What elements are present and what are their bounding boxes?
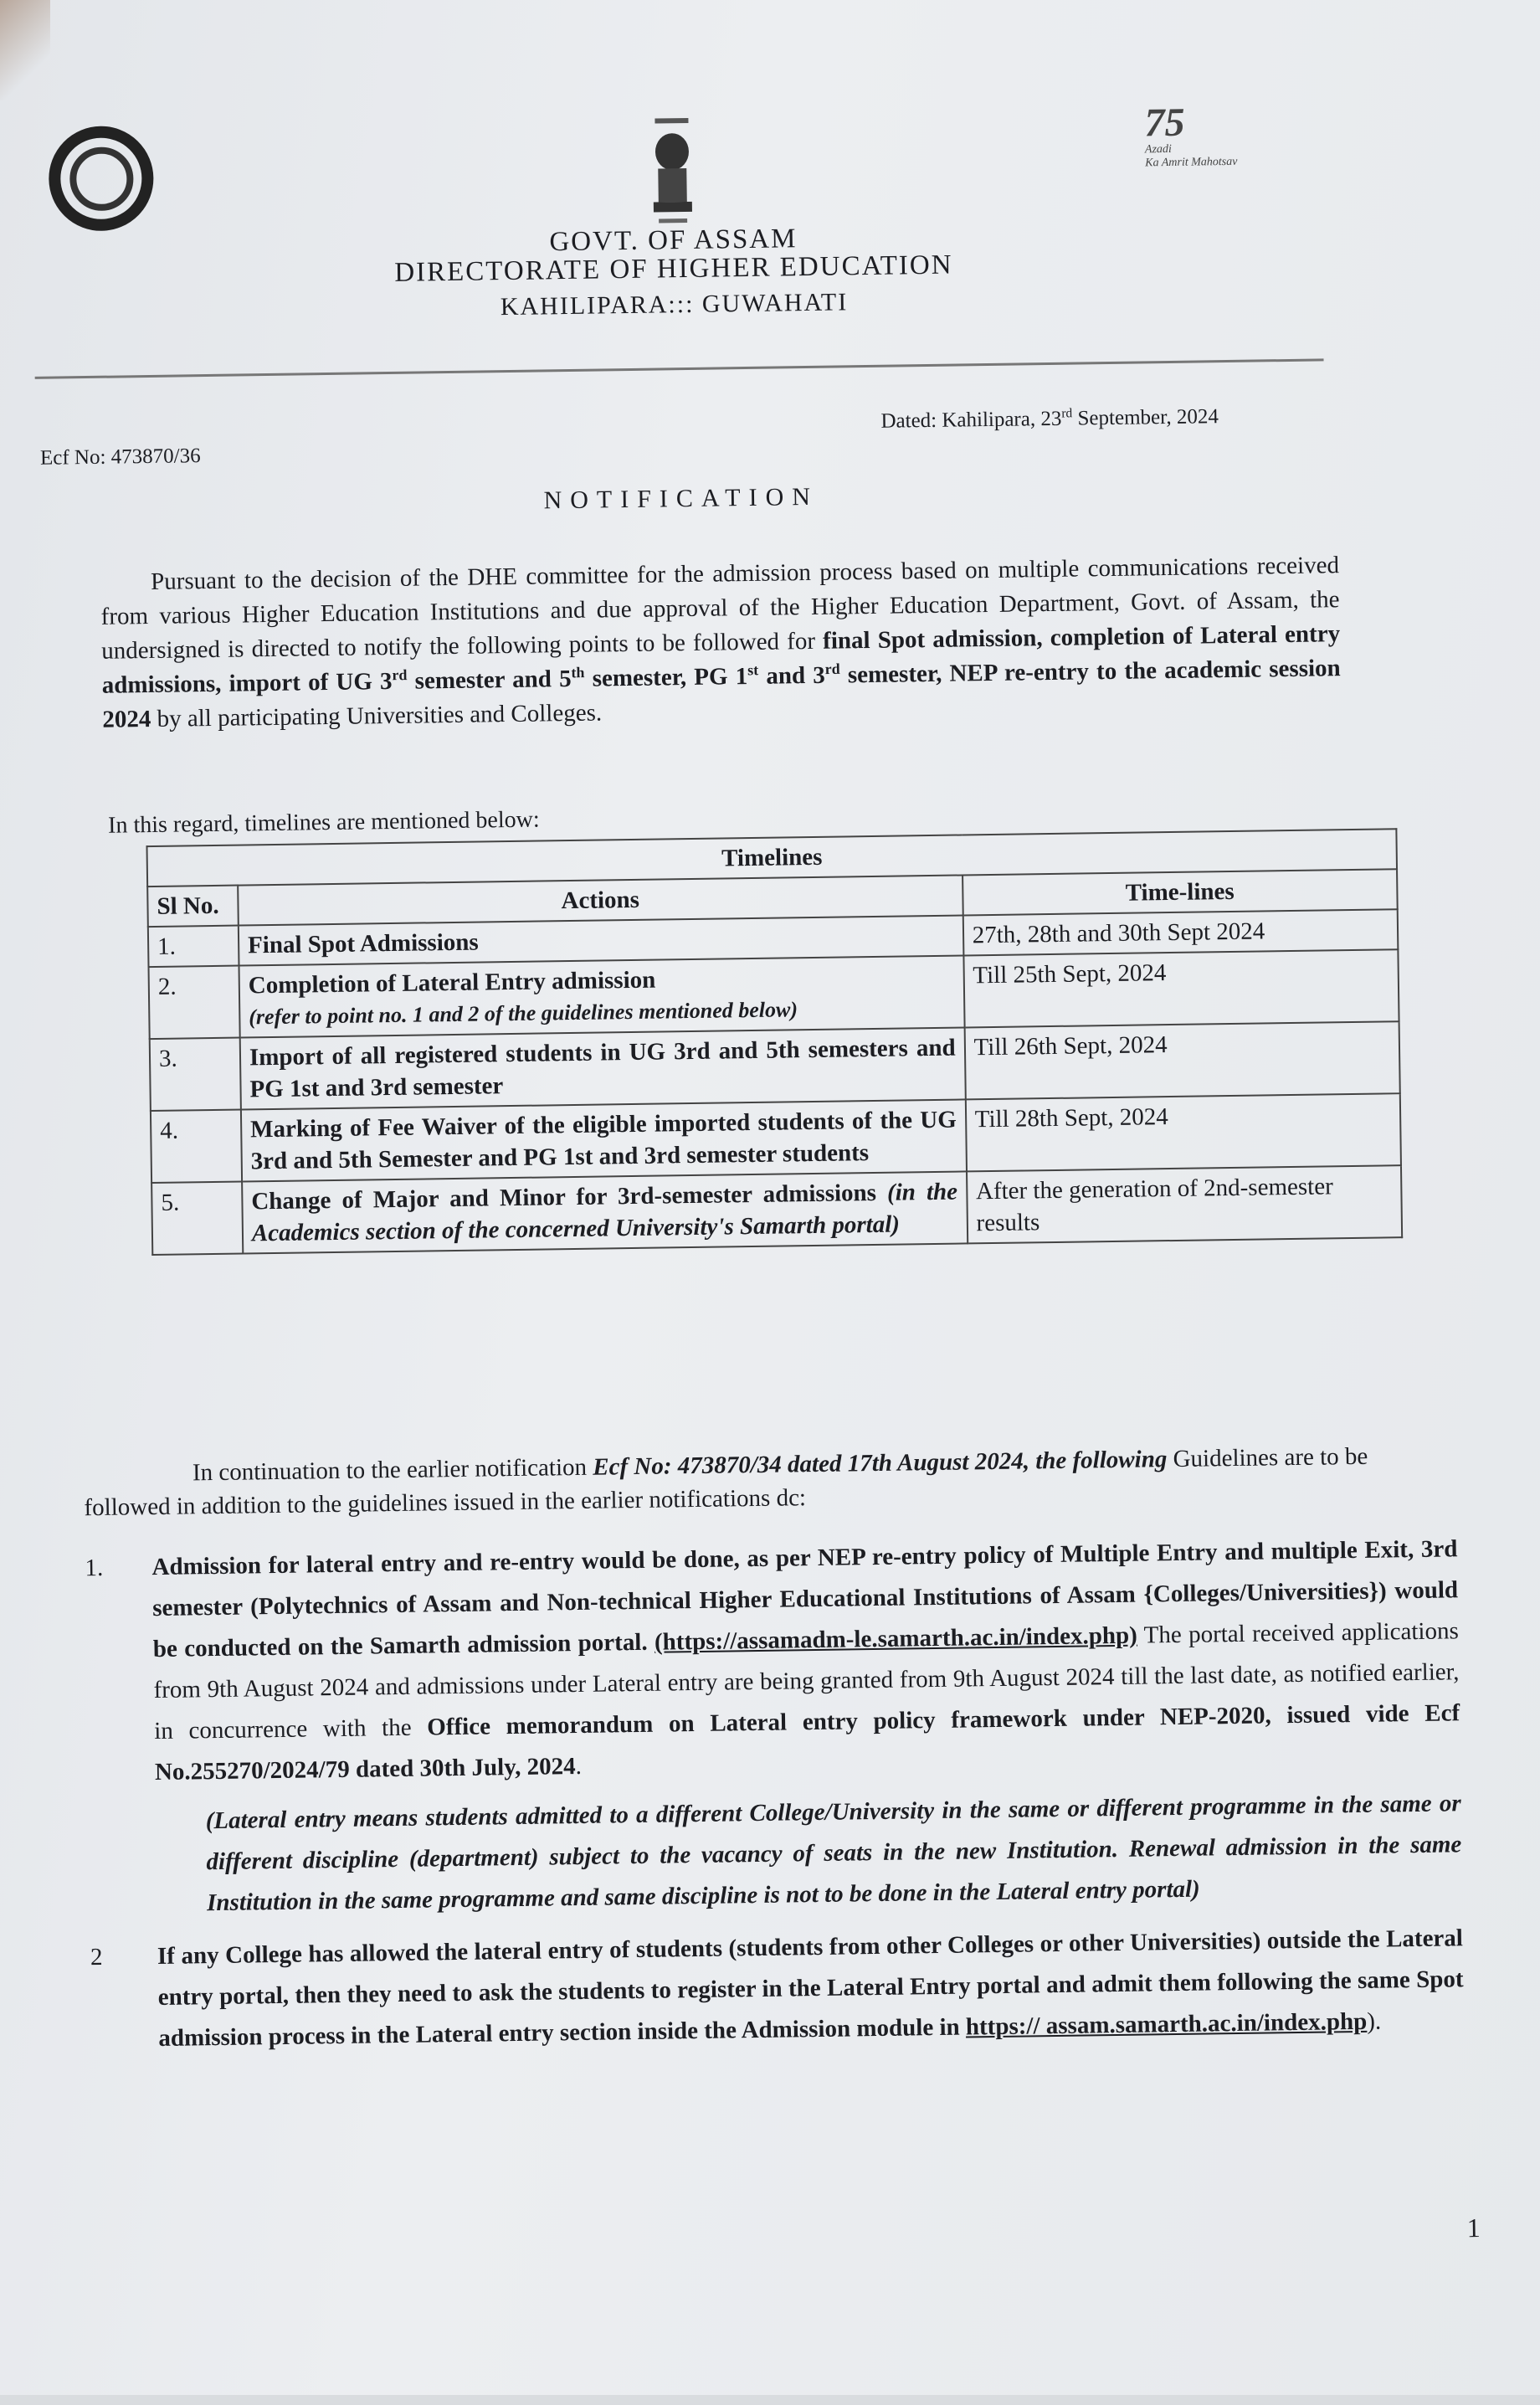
table-row: 3. Import of all registered students in UG 3rd and 5th semesters and PG 1st and 3rd semester Till 26th Sept, 2024 bbox=[150, 1021, 1400, 1111]
header-address: KAHILIPARA::: GUWAHATI bbox=[500, 288, 849, 321]
samarth-lateral-entry-link[interactable]: (https://assamadm-le.samarth.ac.in/index.php) bbox=[654, 1621, 1137, 1656]
guidelines-list bbox=[85, 1529, 1465, 2068]
reference-number: Ecf No: 473870/36 bbox=[39, 445, 201, 470]
azadi-ka-amrit-mahotsav-logo: 75 Azadi Ka Amrit Mahotsav bbox=[1144, 100, 1238, 170]
dhe-seal-logo bbox=[48, 126, 154, 232]
state-emblem-logo bbox=[634, 114, 711, 232]
notification-title: NOTIFICATION bbox=[543, 482, 819, 515]
table-row: 2. Completion of Lateral Entry admission (refer to point no. 1 and 2 of the guidelines mentioned below) Till 25th Sept, 2024 bbox=[149, 949, 1399, 1039]
col-header-timelines: Time-lines bbox=[963, 869, 1398, 915]
timelines-intro: In this regard, timelines are mentioned below: bbox=[107, 806, 540, 839]
header-divider bbox=[35, 358, 1324, 379]
guideline-item: 2 If any College has allowed the lateral entry of students (students from other Colleges or other Universities) outside the Lateral entry portal, then they need to ask the students to register in the Lateral Entry portal and admit them following the same Spot admission process in the Lateral entry section inside the Admission module in https:// assam.samarth.ac.in/index.php). bbox=[90, 1925, 1464, 2053]
table-title: Timelines bbox=[146, 829, 1397, 886]
page-number: 1 bbox=[1466, 2212, 1481, 2243]
table-row: 5. Change of Major and Minor for 3rd-semester admissions (in the Academics section of the concerned University's Samarth portal) After the generation of 2nd-semester results bbox=[151, 1165, 1402, 1255]
guideline-item: 1. Admission for lateral entry and re-entry would be done, as per NEP re-entry policy of Multiple Entry and multiple Exit, 3rd semester (Polytechnics of Assam and Non-technical Higher Educational Institutions of Assam {Colleges/Universities}) would be conducted on the Samarth admission portal. (https://assamadm-le.samarth.ac.in/index.php) The portal received applications from 9th August 2024 and admissions under Lateral entry are being granted from 9th August 2024 till the last date, as notified earlier, in concurrence with the Office memorandum on Lateral entry policy framework under NEP-2020, issued vide Ecf No.255270/2024/79 dated 30th July, 2024. bbox=[85, 1535, 1460, 1786]
table-row: 4. Marking of Fee Waiver of the eligible imported students of the UG 3rd and 5th Semester and PG 1st and 3rd semester students Till 28th Sept, 2024 bbox=[151, 1093, 1401, 1183]
intro-paragraph: Pursuant to the decision of the DHE committee for the admission process based on multiple communications received from various Higher Education Institutions and due approval of the Higher Education Department, Govt. of Assam, the undersigned is directed to notify the following points to be followed for final Spot admission, completion of Lateral entry admissions, import of UG 3rd semester and 5th semester, PG 1st and 3rd semester, NEP re-entry to the academic session 2024 by all participating Universities and Colleges. bbox=[100, 552, 1341, 733]
col-header-actions: Actions bbox=[238, 875, 963, 925]
table-row: 1. Final Spot Admissions 27th, 28th and 30th Sept 2024 bbox=[148, 909, 1399, 967]
timelines-table bbox=[146, 828, 1403, 1256]
header-govt: GOVT. OF ASSAM bbox=[549, 224, 798, 258]
date-line: Dated: Kahilipara, 23rd September, 2024 bbox=[880, 405, 1219, 433]
header-directorate: DIRECTORATE OF HIGHER EDUCATION bbox=[394, 249, 953, 288]
col-header-sl: Sl No. bbox=[147, 886, 239, 928]
continuation-paragraph: In continuation to the earlier notification Ecf No: 473870/34 dated 17th August 2024, the following Guidelines are to be followed in addition to the guidelines issued in the earlier notifications dc: bbox=[84, 1442, 1368, 1522]
samarth-assam-link[interactable]: https:// assam.samarth.ac.in/index.php bbox=[965, 2007, 1368, 2041]
lateral-entry-definition: (Lateral entry means students admitted to a different College/University in the same or different programme in the same or different discipline (department) subject to the vacancy of seats in the new Institution. Renewal admission in the same Institution in the same programme and same discipline is not to be done in the Lateral entry portal) bbox=[205, 1790, 1462, 1917]
